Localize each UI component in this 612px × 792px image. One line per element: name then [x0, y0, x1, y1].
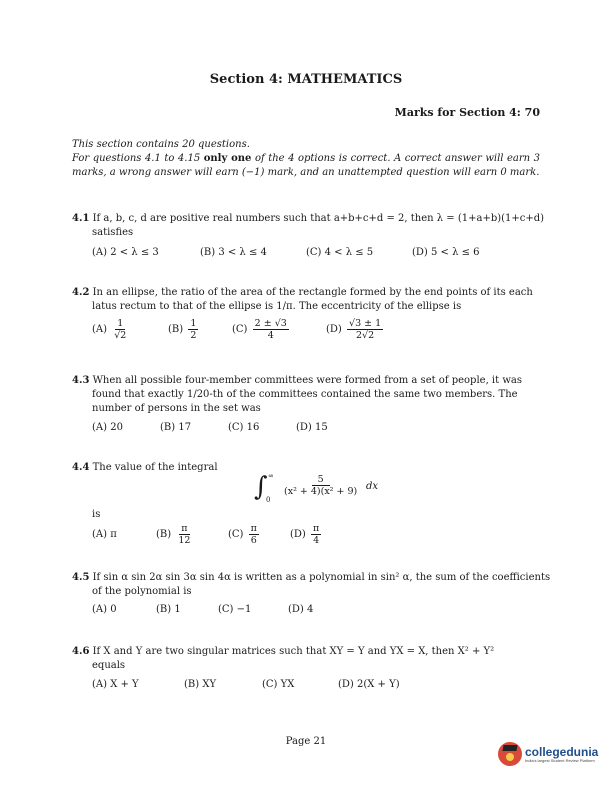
option-c: (C) −1 — [218, 604, 252, 615]
option-a — [92, 318, 130, 341]
question-text: If a, b, c, d are positive real numbers such that a+b+c+d = 2, then λ = (1+a+b)(1+c+d) — [92, 213, 545, 224]
question-line — [72, 571, 550, 585]
option-label: (B) — [168, 324, 184, 335]
question-text: number of persons in the set was — [92, 403, 261, 414]
option-a: (A) π — [92, 529, 117, 540]
integrand-fraction — [282, 474, 359, 497]
question-text: If sin α sin 2α sin 3α sin 4α is written as a polynomial in sin² α, the sum of the coefficients — [92, 572, 551, 583]
question-text: satisfies — [92, 227, 134, 238]
question-text: When all possible four-member committees were formed from a set of people, it was — [92, 375, 522, 386]
question-line — [72, 645, 494, 659]
denominator: (x² + 4)(x² + 9) — [284, 486, 358, 497]
integral-upper-limit: ∞ — [268, 472, 274, 480]
question-text: latus rectum to that of the ellipse is 1/π. The eccentricity of the ellipse is — [92, 301, 462, 312]
question-number: 4.1 — [72, 213, 90, 224]
option-d — [290, 523, 323, 546]
option-c — [228, 523, 261, 546]
question-text: is — [92, 509, 101, 520]
option-b: (B) XY — [184, 679, 217, 690]
question-text: equals — [92, 660, 126, 671]
integral-sign: ∫ — [254, 472, 268, 502]
option-label: (B) — [156, 529, 172, 540]
option-a: (A) 0 — [92, 604, 117, 615]
section-instructions — [72, 138, 540, 180]
fraction — [176, 523, 192, 546]
instructions-text-a: For questions 4.1 to 4.15 — [72, 153, 204, 164]
instructions-only-one: only one — [203, 153, 252, 164]
option-b: (B) 17 — [160, 422, 192, 433]
option-a: (A) 2 < λ ≤ 3 — [92, 247, 159, 258]
fraction — [347, 318, 383, 341]
option-b — [168, 318, 200, 341]
numerator: π — [313, 523, 320, 534]
fraction — [188, 318, 198, 341]
numerator: 1 — [117, 318, 124, 329]
option-d: (D) 2(X + Y) — [338, 679, 400, 690]
page-number: Page 21 — [285, 736, 327, 747]
fraction — [112, 318, 128, 341]
question-text: found that exactly 1/20-th of the committees contained the same two members. The — [92, 389, 518, 400]
fraction — [253, 318, 289, 341]
question-text: In an ellipse, the ratio of the area of the rectangle formed by the end points of its each — [92, 287, 533, 298]
fraction — [249, 523, 259, 546]
integral-expression — [254, 474, 394, 510]
numerator: π — [250, 523, 257, 534]
option-label: (C) — [228, 529, 244, 540]
option-c: (C) YX — [262, 679, 295, 690]
denominator: 2√2 — [356, 330, 375, 341]
denominator: 12 — [178, 535, 191, 546]
instructions-line-1: This section contains 20 questions. — [72, 139, 250, 150]
option-c: (C) 4 < λ ≤ 5 — [306, 247, 374, 258]
option-c — [232, 318, 291, 341]
denominator: 4 — [313, 535, 320, 546]
logo-name: collegedunia — [525, 744, 599, 759]
option-label: (A) — [92, 324, 108, 335]
question-text: The value of the integral — [92, 462, 218, 473]
instructions-paragraph — [72, 152, 540, 180]
numerator: √3 ± 1 — [349, 318, 382, 329]
logo-wordmark — [525, 746, 598, 763]
section-marks: Marks for Section 4: 70 — [394, 106, 540, 119]
integral-lower-limit: 0 — [266, 496, 271, 504]
numerator: 5 — [312, 474, 330, 486]
question-number: 4.4 — [72, 462, 90, 473]
question-number: 4.3 — [72, 375, 90, 386]
option-label: (C) — [232, 324, 248, 335]
option-label: (D) — [326, 324, 342, 335]
option-a: (A) X + Y — [92, 679, 139, 690]
option-a: (A) 20 — [92, 422, 123, 433]
question-text: of the polynomial is — [92, 586, 192, 597]
question-line — [72, 286, 533, 300]
option-b: (B) 1 — [156, 604, 181, 615]
option-label: (D) — [290, 529, 306, 540]
instructions-text-b: of the 4 options is correct. A correct answer will earn 3 marks, a wrong answer will earn (−1) mark, and an unattempted question will earn 0 mark. — [72, 153, 540, 178]
logo-tagline: India's largest Student Review Platform — [525, 757, 595, 763]
denominator: 4 — [267, 330, 274, 341]
numerator: 1 — [190, 318, 197, 329]
graduation-cap-icon — [498, 742, 522, 766]
collegedunia-logo — [498, 742, 598, 766]
integral-dx: dx — [366, 481, 379, 492]
question-line — [72, 212, 544, 226]
option-d — [326, 318, 385, 341]
question-number: 4.5 — [72, 572, 90, 583]
option-b — [156, 523, 194, 546]
fraction — [311, 523, 321, 546]
question-number: 4.2 — [72, 287, 90, 298]
option-b: (B) 3 < λ ≤ 4 — [200, 247, 267, 258]
section-title: Section 4: MATHEMATICS — [209, 72, 403, 87]
denominator: 2 — [190, 330, 197, 341]
option-d: (D) 15 — [296, 422, 328, 433]
option-d: (D) 4 — [288, 604, 314, 615]
option-d: (D) 5 < λ ≤ 6 — [412, 247, 480, 258]
numerator: π — [181, 523, 188, 534]
question-number: 4.6 — [72, 646, 90, 657]
option-c: (C) 16 — [228, 422, 260, 433]
denominator: 6 — [250, 535, 257, 546]
question-line — [72, 461, 218, 475]
question-line — [72, 374, 522, 388]
numerator: 2 ± √3 — [254, 318, 287, 329]
denominator: √2 — [114, 330, 127, 341]
question-text: If X and Y are two singular matrices such that XY = Y and YX = X, then X² + Y² — [92, 646, 495, 657]
